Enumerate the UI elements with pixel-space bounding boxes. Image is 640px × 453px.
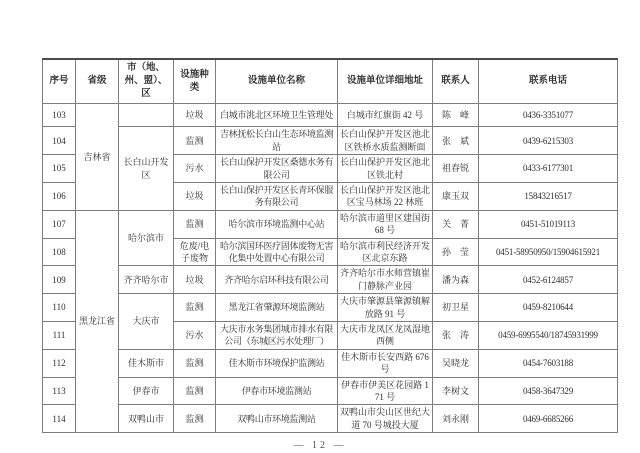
cell-contact: 李树文 — [433, 377, 479, 405]
cell-no: 107 — [43, 210, 76, 238]
cell-city — [119, 104, 174, 127]
cell-contact: 康玉双 — [433, 182, 479, 210]
cell-facility-name: 哈尔滨国环医疗固体废物无害化集中处置中心有限公司 — [216, 238, 338, 266]
cell-facility-type: 监测 — [174, 294, 216, 322]
table-row — [43, 349, 618, 377]
cell-facility-type: 监测 — [174, 405, 216, 433]
cell-facility-name: 佳木斯市环境保护监测站 — [216, 349, 338, 377]
table-row — [43, 210, 618, 238]
cell-phone: 15843216517 — [479, 182, 618, 210]
cell-province: 吉林省 — [76, 104, 119, 210]
cell-address: 佳木斯市长安西路 676 号 — [338, 349, 433, 377]
cell-no: 103 — [43, 104, 76, 127]
cell-facility-name: 长白山保护开发区长青环保服务有限公司 — [216, 182, 338, 210]
cell-facility-name: 齐齐哈尔启环科技有限公司 — [216, 266, 338, 294]
cell-no: 113 — [43, 377, 76, 405]
cell-address: 长白山保护开发区池北区铁桥水质监测断面 — [338, 127, 433, 155]
cell-facility-type: 污水 — [174, 322, 216, 350]
cell-no: 114 — [43, 405, 76, 433]
table-row — [43, 127, 618, 155]
cell-contact: 祖春锐 — [433, 155, 479, 183]
cell-facility-type: 监测 — [174, 377, 216, 405]
column-header-facility-name: 设施单位名称 — [216, 59, 338, 104]
cell-facility-type: 危废/电子废物 — [174, 238, 216, 266]
cell-no: 108 — [43, 238, 76, 266]
column-header-city: 市（地、州、盟）、区 — [119, 59, 174, 104]
cell-contact: 初卫星 — [433, 294, 479, 322]
cell-address: 长白山保护开发区池北区宝马林场 22 林班 — [338, 182, 433, 210]
cell-contact: 吴晓龙 — [433, 349, 479, 377]
cell-address: 大庆市肇源县肇源镇解放路 91 号 — [338, 294, 433, 322]
header-row — [43, 59, 618, 104]
cell-phone: 0454-7603188 — [479, 349, 618, 377]
column-header-facility-type: 设施种类 — [174, 59, 216, 104]
cell-facility-type: 监测 — [174, 349, 216, 377]
column-header-no: 序号 — [43, 59, 76, 104]
cell-city: 双鸭山市 — [119, 405, 174, 433]
cell-address: 大庆市龙凤区龙凤湿地西侧 — [338, 322, 433, 350]
cell-city: 长白山开发区 — [119, 127, 174, 210]
cell-city: 伊春市 — [119, 377, 174, 405]
cell-facility-type: 污水 — [174, 155, 216, 183]
table-row — [43, 104, 618, 127]
cell-contact: 张 涛 — [433, 322, 479, 350]
cell-city: 大庆市 — [119, 294, 174, 350]
page-number: — 12 — — [293, 440, 347, 452]
cell-no: 111 — [43, 322, 76, 350]
cell-facility-type: 垃圾 — [174, 104, 216, 127]
cell-contact: 陈 峰 — [433, 104, 479, 127]
cell-facility-name: 黑龙江省肇源环境监测站 — [216, 294, 338, 322]
cell-facility-type: 垃圾 — [174, 266, 216, 294]
cell-address: 双鸭山市尖山区世纪大道 70 号城投大厦 — [338, 405, 433, 433]
cell-address: 长白山保护开发区池北区铁北村 — [338, 155, 433, 183]
cell-city: 齐齐哈尔市 — [119, 266, 174, 294]
cell-province: 黑龙江省 — [76, 210, 119, 433]
cell-phone: 0469-6685266 — [479, 405, 618, 433]
cell-contact: 关 菁 — [433, 210, 479, 238]
cell-facility-name: 伊春市环境监测站 — [216, 377, 338, 405]
cell-address: 哈尔滨市利民经济开发区北京东路 — [338, 238, 433, 266]
cell-address: 哈尔滨市道里区建国街 68 号 — [338, 210, 433, 238]
column-header-province: 省级 — [76, 59, 119, 104]
cell-facility-name: 吉林抚松长白山生态环境监测站 — [216, 127, 338, 155]
cell-phone: 0452-6124857 — [479, 266, 618, 294]
cell-phone: 0436-3351077 — [479, 104, 618, 127]
cell-facility-name: 哈尔滨市环境监测中心站 — [216, 210, 338, 238]
column-header-address: 设施单位详细地址 — [338, 59, 433, 104]
cell-facility-type: 监测 — [174, 210, 216, 238]
cell-facility-type: 监测 — [174, 127, 216, 155]
cell-city: 佳木斯市 — [119, 349, 174, 377]
cell-no: 105 — [43, 155, 76, 183]
cell-facility-name: 大庆市水务集团城市排水有限公司（东城区污水处理厂） — [216, 322, 338, 350]
cell-address: 齐齐哈尔市水师营镇崔门静脉产业园 — [338, 266, 433, 294]
cell-phone: 0451-51019113 — [479, 210, 618, 238]
cell-no: 110 — [43, 294, 76, 322]
cell-facility-name: 双鸭山市环境监测站 — [216, 405, 338, 433]
table-row — [43, 294, 618, 322]
cell-city: 哈尔滨市 — [119, 210, 174, 266]
cell-phone: 0459-8210644 — [479, 294, 618, 322]
cell-contact: 孙 莹 — [433, 238, 479, 266]
cell-facility-name: 白城市洮北区环境卫生管理处 — [216, 104, 338, 127]
cell-address: 白城市红旗街 42 号 — [338, 104, 433, 127]
cell-contact: 刘永刚 — [433, 405, 479, 433]
column-header-phone: 联系电话 — [479, 59, 618, 104]
cell-no: 109 — [43, 266, 76, 294]
table-row — [43, 377, 618, 405]
cell-contact: 张 斌 — [433, 127, 479, 155]
cell-phone: 0433-6177301 — [479, 155, 618, 183]
cell-facility-name: 长白山保护开发区桑德水务有限公司 — [216, 155, 338, 183]
cell-no: 106 — [43, 182, 76, 210]
cell-contact: 潘为森 — [433, 266, 479, 294]
table-row — [43, 266, 618, 294]
cell-address: 伊春市伊美区花园路 171 号 — [338, 377, 433, 405]
cell-no: 104 — [43, 127, 76, 155]
cell-phone: 0451-58950950/15904615921 — [479, 238, 618, 266]
column-header-contact: 联系人 — [433, 59, 479, 104]
cell-phone: 0459-6995540/18745931999 — [479, 322, 618, 350]
table-row — [43, 405, 618, 433]
cell-no: 112 — [43, 349, 76, 377]
cell-facility-type: 垃圾 — [174, 182, 216, 210]
cell-phone: 0458-3647329 — [479, 377, 618, 405]
facilities-table — [42, 58, 618, 433]
cell-phone: 0439-6215303 — [479, 127, 618, 155]
